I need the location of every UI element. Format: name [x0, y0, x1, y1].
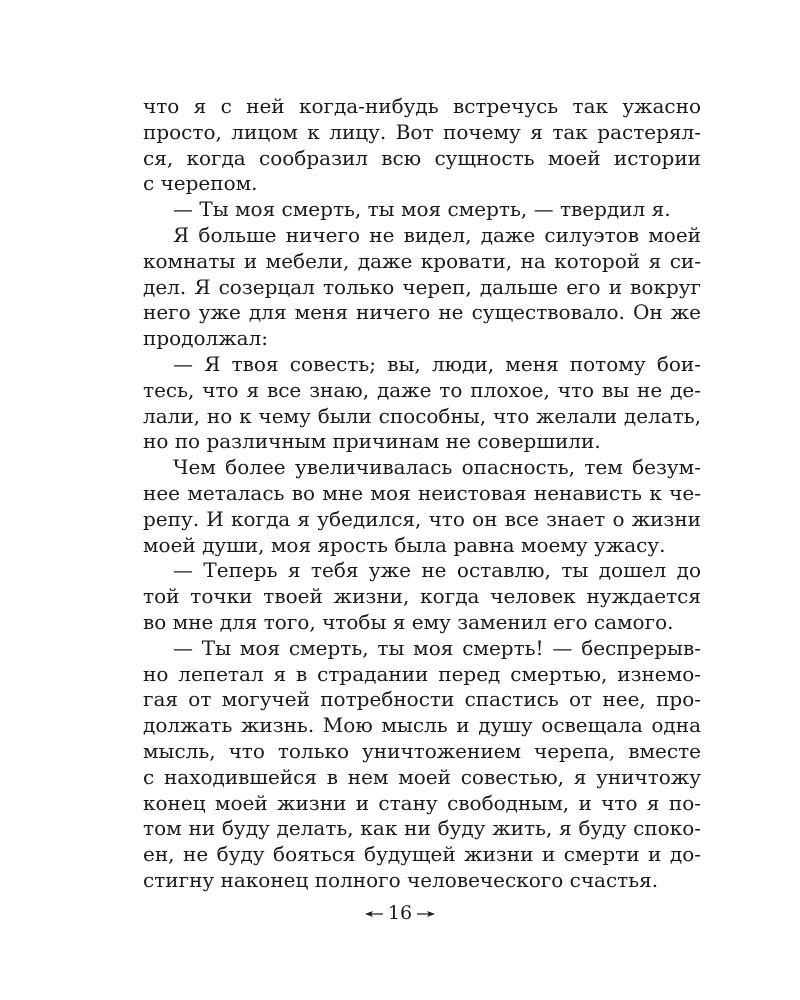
text-line: — Я твоя совесть; вы, люди, меня потому бои-	[173, 351, 701, 376]
text-line: тесь, что я все знаю, даже то плохое, что вы не де-	[143, 377, 701, 402]
page-number: 16	[387, 902, 413, 924]
text-line: продолжал:	[143, 326, 268, 351]
right-ornament-icon	[416, 909, 436, 919]
text-line: комнаты и мебели, даже кровати, на которой я си-	[143, 248, 701, 273]
text-line: что я с ней когда-нибудь встречусь так ужасно	[143, 94, 701, 118]
left-ornament-icon	[364, 909, 384, 919]
text-line: нее металась во мне моя неистовая ненависть к че-	[143, 480, 701, 505]
text-line: ен, не буду бояться будущей жизни и смерти и до-	[143, 842, 701, 867]
text-line: просто, лицом к лицу. Вот почему я так растерял-	[143, 119, 701, 144]
text-line: во мне для того, чтобы я ему заменил его самого.	[143, 609, 674, 634]
text-line: стигну наконец полного человеческого счастья.	[143, 867, 659, 892]
text-line: той точки твоей жизни, когда человек нуждается	[143, 584, 701, 609]
page-footer	[0, 902, 800, 924]
text-line: — Ты моя смерть, ты моя смерть! — беспрерыв-	[173, 635, 701, 660]
text-line: дел. Я созерцал только череп, дальше его и вокруг	[143, 274, 701, 299]
text-line: Я больше ничего не видел, даже силуэтов моей	[173, 222, 701, 247]
text-line: — Ты моя смерть, ты моя смерть, — твердил я.	[173, 197, 671, 222]
text-line: но по различным причинам не совершили.	[143, 429, 601, 454]
text-line: него уже для меня ничего не существовало. Он же	[143, 300, 701, 325]
text-line: но лепетал я в страдании перед смертью, изнемо-	[143, 661, 701, 686]
text-line: ся, когда сообразил всю сущность моей истории	[143, 145, 701, 170]
text-line: конец моей жизни и стану свободным, и что я по-	[143, 790, 701, 815]
text-line: лали, но к чему были способны, что желали делать,	[143, 403, 701, 428]
text-line: должать жизнь. Мою мысль и душу освещала одна	[143, 713, 701, 738]
body-text	[143, 94, 701, 894]
text-line: том ни буду делать, как ни буду жить, я буду споко-	[143, 816, 701, 841]
text-line: с находившейся в нем моей совестью, я уничтожу	[143, 764, 701, 789]
text-line: гая от могучей потребности спастись от нее, про-	[143, 687, 701, 712]
text-line: моей души, моя ярость была равна моему ужасу.	[143, 532, 666, 557]
text-line: мысль, что только уничтожением черепа, вместе	[143, 738, 701, 763]
text-line: репу. И когда я убедился, что он все знает о жизни	[143, 506, 701, 531]
text-line: с черепом.	[143, 171, 258, 196]
text-line: — Теперь я тебя уже не оставлю, ты дошел до	[173, 558, 701, 583]
text-line: Чем более увеличивалась опасность, тем безум-	[173, 455, 701, 480]
